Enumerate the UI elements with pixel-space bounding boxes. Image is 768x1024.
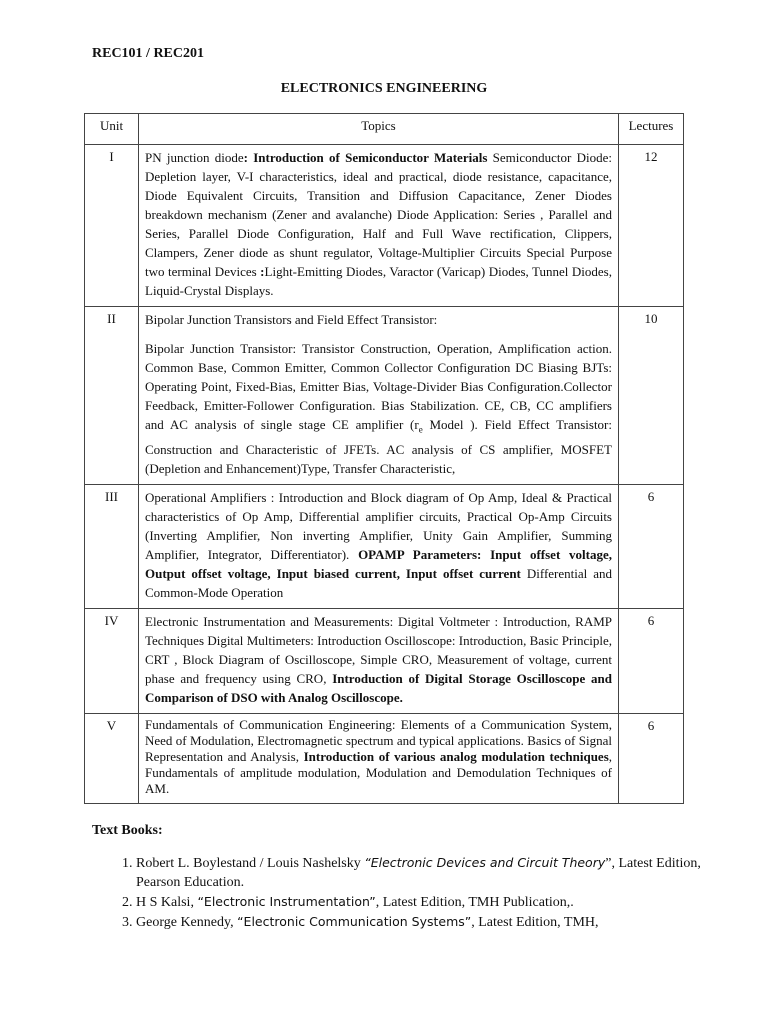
topic-text: Light-Emitting Diodes, Varactor (Varicap) Diodes, Tunnel Diodes, Liquid-Crystal Displays. [145, 264, 612, 298]
topics-paragraph [145, 612, 612, 707]
topics-paragraph: Bipolar Junction Transistors and Field Effect Transistor: [145, 312, 438, 327]
textbook-details: ”, Latest Edition, Pearson Education. [136, 856, 701, 890]
syllabus-table [84, 113, 684, 804]
textbook-authors: Robert L. Boylestand / Louis Nashelsky [136, 856, 365, 871]
lecture-count: 12 [619, 145, 684, 307]
topic-text: Model ). Field Effect Transistor: Construction and Characteristic of JFETs. AC analysis of CS amplifier, MOSFET (Depletion and Enhancement)Type, Transfer Characteristic, [145, 417, 612, 476]
table-row [85, 713, 684, 803]
unit-number: IV [85, 608, 139, 713]
table-header-row [85, 114, 684, 145]
header-topics: Topics [139, 114, 619, 145]
textbook-details: , Latest Edition, TMH, [471, 915, 599, 930]
textbook-title: “Electronic Communication Systems” [237, 914, 472, 929]
table-row [85, 307, 684, 485]
textbook-authors: George Kennedy, [136, 915, 238, 930]
topics-paragraph [145, 339, 612, 478]
topic-text-bold: : [260, 264, 265, 279]
unit-number: V [85, 713, 139, 803]
lecture-count: 10 [619, 307, 684, 485]
unit-number: II [85, 307, 139, 485]
unit-number: I [85, 145, 139, 307]
topic-text: PN junction diode [145, 150, 244, 165]
table-row [85, 484, 684, 608]
textbook-title: “Electronic Instrumentation” [197, 894, 376, 909]
topic-text: Electronic Instrumentation and Measurements: Digital Voltmeter : Introduction, RAMP Techniques Digital Multimeters: Introduction Oscilloscope: Introduction, Basic Principle, CRT , Block Diagram of Oscilloscope, Simple CRO, Measurement of voltage, current phase and frequency using CRO, [145, 613, 612, 686]
course-code: REC101 / REC201 [92, 46, 205, 61]
lecture-count: 6 [619, 484, 684, 608]
lecture-count: 6 [619, 713, 684, 803]
topic-text: Semiconductor Diode: Depletion layer, V-I characteristics, ideal and practical, diode resistance, capacitance, Diode Equivalent Circuits, Transition and Diffusion Capacitance, Zener Diodes breakdown mechanism (Zener and avalanche) Diode Application: Series , Parallel and Series, Parallel Diode Configuration, Half and Full Wave rectification, Clippers, Clampers, Zener diode as shunt regulator, Voltage-Multiplier Circuits Special Purpose two terminal Devices [145, 150, 612, 279]
textbooks-heading: Text Books: [92, 823, 163, 838]
unit-number: III [85, 484, 139, 608]
textbook-title: “Electronic Devices and Circuit Theory [364, 855, 606, 870]
topic-text-bold: Introduction of various analog modulation techniques [303, 748, 609, 764]
topics-paragraph [145, 148, 612, 300]
topic-text: Fundamentals of Communication Engineering: Elements of a Communication System, Need of Modulation, Electromagnetic spectrum and typical applications. Basics of Signal Representation and Analysis, [145, 716, 612, 764]
lecture-count: 6 [619, 608, 684, 713]
textbook-item [136, 853, 736, 892]
textbook-list [92, 853, 736, 932]
textbook-item [136, 892, 736, 912]
topics-cell [139, 484, 619, 608]
header-unit: Unit [85, 114, 139, 145]
topic-text-bold: Introduction of Digital Storage Oscilloscope and Comparison of DSO with Analog Oscilloscope. [145, 670, 612, 705]
topics-cell [139, 713, 619, 803]
topics-paragraph [145, 717, 612, 797]
table-row [85, 145, 684, 307]
topic-text: Differential and Common-Mode Operation [145, 565, 612, 600]
textbook-details: , Latest Edition, TMH Publication,. [375, 895, 574, 910]
header-lectures: Lectures [619, 114, 684, 145]
topics-cell [139, 307, 619, 485]
topic-text: Operational Amplifiers : Introduction and Block diagram of Op Amp, Ideal & Practical characteristics of Op Amp, Differential amplifier circuits, Practical Op-Amp Circuits (Inverting Amplifier, Non inverting Amplifier, Unity Gain Amplifier, Summing Amplifier, Integrator, Differentiator). [145, 489, 612, 562]
topics-cell [139, 608, 619, 713]
page-title: ELECTRONICS ENGINEERING [280, 81, 488, 96]
topics-cell [139, 145, 619, 307]
topic-text: Bipolar Junction Transistor: Transistor Construction, Operation, Amplification action. Common Base, Common Emitter, Common Collector Configuration DC Biasing BJTs: Operating Point, Fixed-Bias, Emitter Bias, Voltage-Divider Bias Configuration.Collector Feedback, Emitter-Follower Configuration. Bias Stabilization. CE, CB, CC amplifiers and AC analysis of single stage CE amplifier (r [145, 341, 612, 432]
textbook-item [136, 912, 736, 932]
textbook-authors: H S Kalsi, [136, 895, 198, 910]
topics-paragraph [145, 488, 612, 602]
topic-text: , Fundamentals of amplitude modulation, Modulation and Demodulation Techniques of AM. [145, 748, 613, 796]
subscript-e: e [418, 424, 423, 435]
table-row [85, 608, 684, 713]
topic-text-bold: OPAMP Parameters: Input offset voltage, Output offset voltage, Input biased current, Input offset current [145, 546, 612, 581]
topic-text-bold: : Introduction of Semiconductor Materials [243, 150, 488, 165]
